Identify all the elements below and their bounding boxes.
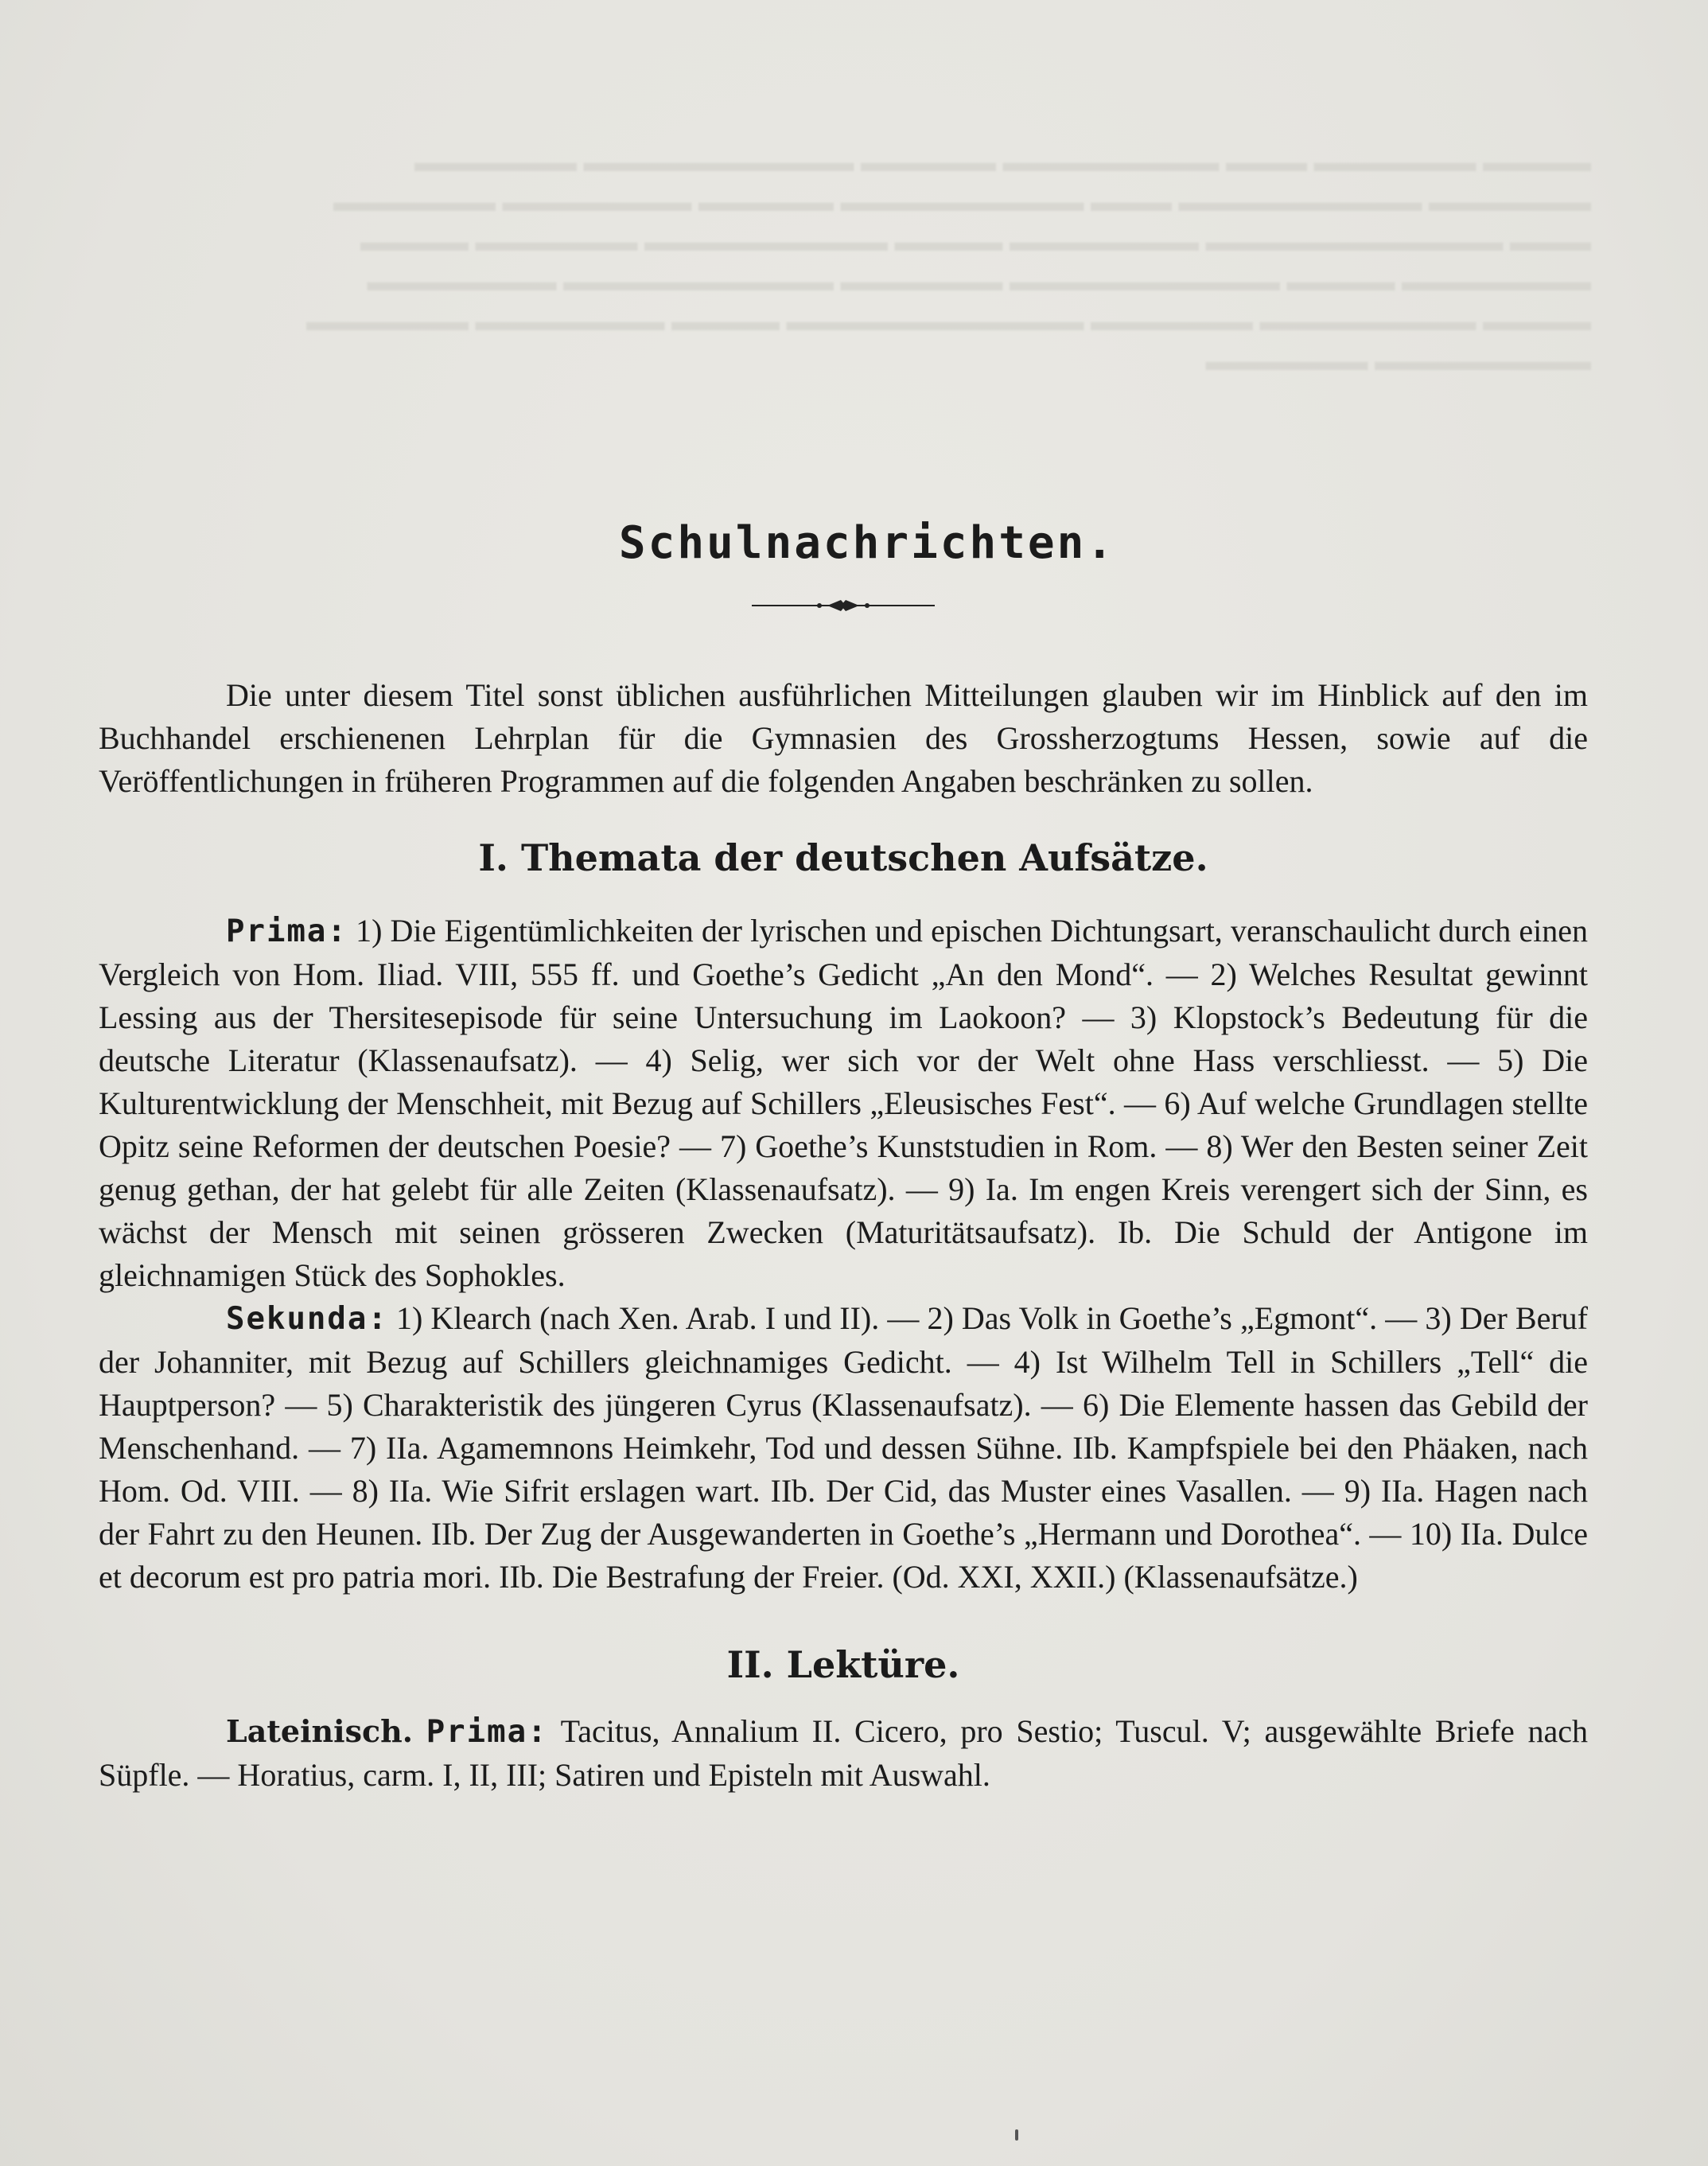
document-body [99, 517, 1588, 1797]
intro-paragraph: Die unter diesem Titel sonst üblichen ausführlichen Mitteilungen glauben wir im Hinblick auf den im Buchhandel erschienenen Lehrplan für die Gymnasien des Grossherzogtums Hessen, sowie auf die Veröffentlichungen in früheren Programmen auf die folgenden Angaben beschränken zu sollen. [99, 677, 1588, 799]
latin-prima-label: Prima: [426, 1714, 548, 1750]
latin-prima-text: Tacitus, Annalium II. Cicero, pro Sestio; Tuscul. V; ausgewählte Briefe nach Süpfle. — Horatius, carm. I, II, III; Satiren und Episteln mit Auswahl. [99, 1713, 1589, 1793]
latin-reading-paragraph [99, 1710, 1588, 1797]
section-heading-lektuere: II. Lektüre. [726, 1643, 960, 1686]
ink-speck [1015, 2129, 1018, 2141]
title-ornament [752, 596, 935, 615]
section-heading-aufsaetze: I. Themata der deutschen Aufsätze. [478, 836, 1208, 879]
latin-label: Lateinisch. [226, 1713, 413, 1749]
prima-themes-paragraph [99, 910, 1588, 1297]
prima-label: Prima: [226, 914, 348, 949]
sekunda-label: Sekunda: [226, 1301, 388, 1337]
page-title: Schulnachrichten. [618, 517, 1116, 569]
bleed-through-texture: ▬▬▬▬ ▬▬▬▬▬▬ ▬▬▬ ▬▬▬▬▬▬▬▬ ▬▬▬▬▬ ▬▬▬▬▬▬▬▬▬▬ ▬▬▬▬▬▬ ▬▬▬▬▬▬ ▬▬▬▬▬▬▬▬▬ ▬▬▬ ▬▬▬▬▬▬▬▬▬ ▬▬▬▬▬ ▬▬▬▬▬▬▬ ▬▬▬▬▬▬ ▬▬▬ ▬▬▬▬▬▬▬▬▬▬▬ ▬▬▬▬▬▬▬ ▬▬▬▬ ▬▬▬▬▬▬▬▬▬ ▬▬▬▬▬▬ ▬▬▬▬ ▬▬▬▬▬▬▬ ▬▬▬▬ ▬▬▬▬▬▬▬▬▬▬ ▬▬▬▬▬▬ ▬▬▬▬▬▬▬▬▬▬ ▬▬▬▬▬▬▬ ▬▬▬▬ ▬▬▬▬▬▬▬▬ ▬▬▬▬▬▬ ▬▬▬▬▬▬▬▬▬▬▬ ▬▬▬▬ ▬▬▬▬▬▬▬ ▬▬▬▬▬▬ ▬▬▬▬▬▬▬▬ ▬▬▬▬▬▬ [306, 148, 1591, 376]
sekunda-themes-text: 1) Klearch (nach Xen. Arab. I und II). — 2) Das Volk in Goethe’s „Egmont“. — 3) Der Beruf der Johanniter, mit Bezug auf Schillers gleichnamiges Gedicht. — 4) Ist Wilhelm Tell in Schillers „Tell“ die Hauptperson? — 5) Charakteristik des jüngeren Cyrus (Klassenaufsatz). — 6) Die Elemente hassen das Gebild der Menschenhand. — 7) IIa. Agamemnons Heimkehr, Tod und dessen Sühne. IIb. Kampfspiele bei den Phäaken, nach Hom. Od. VIII. — 8) IIa. Wie Sifrit erslagen wart. IIb. Der Cid, das Muster eines Vasallen. — 9) IIa. Hagen nach der Fahrt zu den Heunen. IIb. Der Zug der Ausgewanderten in Goethe’s „Hermann und Dorothea“. — 10) IIa. Dulce et decorum est pro patria mori. IIb. Die Bestrafung der Freier. (Od. XXI, XXII.) (Klassenaufsätze.) [99, 1300, 1588, 1595]
sekunda-themes-paragraph [99, 1297, 1588, 1599]
prima-themes-text: 1) Die Eigentümlichkeiten der lyrischen und epischen Dichtungsart, veranschaulicht durch einen Vergleich von Hom. Iliad. VIII, 555 ff. und Goethe’s Gedicht „An den Mond“. — 2) Welches Resultat gewinnt Lessing aus der Thersitesepisode für seine Untersuchung im Laokoon? — 3) Klopstock’s Bedeutung für die deutsche Literatur (Klassenaufsatz). — 4) Selig, wer sich vor der Welt ohne Hass verschliesst. — 5) Die Kulturentwicklung der Menschheit, mit Bezug auf Schillers „Eleusisches Fest“. — 6) Auf welche Grundlagen stellte Opitz seine Reformen der deutschen Poesie? — 7) Goethe’s Kunststudien in Rom. — 8) Wer den Besten seiner Zeit genug gethan, der hat gelebt für alle Zeiten (Klassenaufsatz). — 9) Ia. Im engen Kreis verengert sich der Sinn, es wächst der Mensch mit seinen grösseren Zwecken (Maturitätsaufsatz). Ib. Die Schuld der Antigone im gleichnamigen Stück des Sophokles. [99, 913, 1589, 1293]
